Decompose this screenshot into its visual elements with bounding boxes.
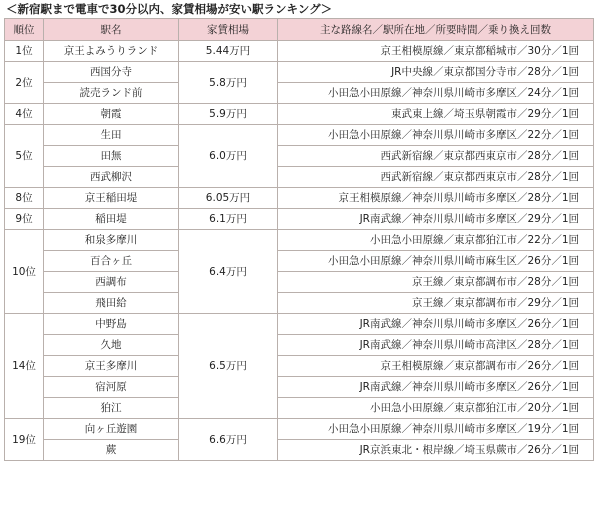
- rent-cell: 6.6万円: [179, 419, 278, 461]
- route-info-cell: JR南武線／神奈川県川崎市多摩区／26分／1回: [278, 314, 594, 335]
- station-name-cell: 久地: [44, 335, 179, 356]
- station-name-cell: 朝霞: [44, 104, 179, 125]
- station-name-cell: 狛江: [44, 398, 179, 419]
- rank-cell: 9位: [5, 209, 44, 230]
- station-name-cell: 蕨: [44, 440, 179, 461]
- route-info-cell: JR南武線／神奈川県川崎市高津区／28分／1回: [278, 335, 594, 356]
- route-info-cell: 小田急小田原線／神奈川県川崎市多摩区／22分／1回: [278, 125, 594, 146]
- page-title: ＜新宿駅まで電車で30分以内、家賃相場が安い駅ランキング＞: [6, 2, 333, 16]
- table-row: [5, 335, 594, 356]
- table-header-row: [5, 19, 594, 41]
- table-row: [5, 125, 594, 146]
- station-name-cell: 西国分寺: [44, 62, 179, 83]
- station-name-cell: 和泉多摩川: [44, 230, 179, 251]
- route-info-cell: JR京浜東北・根岸線／埼玉県蕨市／26分／1回: [278, 440, 594, 461]
- table-row: [5, 83, 594, 104]
- route-info-cell: JR中央線／東京都国分寺市／28分／1回: [278, 62, 594, 83]
- rent-cell: 6.4万円: [179, 230, 278, 314]
- table-row: [5, 356, 594, 377]
- table-body: [5, 41, 594, 461]
- station-name-cell: 生田: [44, 125, 179, 146]
- station-name-cell: 京王よみうりランド: [44, 41, 179, 62]
- station-name-cell: 中野島: [44, 314, 179, 335]
- rent-cell: 5.44万円: [179, 41, 278, 62]
- route-info-cell: 小田急小田原線／神奈川県川崎市多摩区／19分／1回: [278, 419, 594, 440]
- route-info-cell: 小田急小田原線／神奈川県川崎市多摩区／24分／1回: [278, 83, 594, 104]
- table-row: [5, 377, 594, 398]
- rank-cell: 19位: [5, 419, 44, 461]
- station-name-cell: 百合ヶ丘: [44, 251, 179, 272]
- rank-cell: 10位: [5, 230, 44, 314]
- route-info-cell: 西武新宿線／東京都西東京市／28分／1回: [278, 167, 594, 188]
- route-info-cell: 小田急小田原線／東京都狛江市／22分／1回: [278, 230, 594, 251]
- route-info-cell: 京王相模原線／東京都稲城市／30分／1回: [278, 41, 594, 62]
- station-name-cell: 向ヶ丘遊園: [44, 419, 179, 440]
- rank-cell: 5位: [5, 125, 44, 188]
- rent-cell: 5.9万円: [179, 104, 278, 125]
- station-name-cell: 西調布: [44, 272, 179, 293]
- route-info-cell: 京王相模原線／東京都調布市／26分／1回: [278, 356, 594, 377]
- station-name-cell: 飛田給: [44, 293, 179, 314]
- route-info-cell: JR南武線／神奈川県川崎市多摩区／26分／1回: [278, 377, 594, 398]
- table-row: [5, 188, 594, 209]
- header-info: 主な路線名／駅所在地／所要時間／乗り換え回数: [278, 19, 594, 41]
- route-info-cell: 小田急小田原線／東京都狛江市／20分／1回: [278, 398, 594, 419]
- header-rent: 家賃相場: [179, 19, 278, 41]
- route-info-cell: 西武新宿線／東京都西東京市／28分／1回: [278, 146, 594, 167]
- station-name-cell: 読売ランド前: [44, 83, 179, 104]
- rent-cell: 6.0万円: [179, 125, 278, 188]
- station-name-cell: 西武柳沢: [44, 167, 179, 188]
- route-info-cell: JR南武線／神奈川県川崎市多摩区／29分／1回: [278, 209, 594, 230]
- station-name-cell: 京王稲田堤: [44, 188, 179, 209]
- rank-cell: 4位: [5, 104, 44, 125]
- station-name-cell: 田無: [44, 146, 179, 167]
- station-name-cell: 稲田堤: [44, 209, 179, 230]
- table-row: [5, 272, 594, 293]
- table-row: [5, 167, 594, 188]
- rent-cell: 6.1万円: [179, 209, 278, 230]
- table-row: [5, 146, 594, 167]
- rank-cell: 1位: [5, 41, 44, 62]
- route-info-cell: 東武東上線／埼玉県朝霞市／29分／1回: [278, 104, 594, 125]
- table-row: [5, 209, 594, 230]
- table-row: [5, 104, 594, 125]
- route-info-cell: 京王線／東京都調布市／28分／1回: [278, 272, 594, 293]
- table-row: [5, 230, 594, 251]
- rent-cell: 6.5万円: [179, 314, 278, 419]
- rank-cell: 8位: [5, 188, 44, 209]
- rent-cell: 6.05万円: [179, 188, 278, 209]
- route-info-cell: 京王線／東京都調布市／29分／1回: [278, 293, 594, 314]
- route-info-cell: 京王相模原線／神奈川県川崎市多摩区／28分／1回: [278, 188, 594, 209]
- table-row: [5, 251, 594, 272]
- table-row: [5, 41, 594, 62]
- table-row: [5, 398, 594, 419]
- header-station: 駅名: [44, 19, 179, 41]
- table-row: [5, 62, 594, 83]
- route-info-cell: 小田急小田原線／神奈川県川崎市麻生区／26分／1回: [278, 251, 594, 272]
- header-rank: 順位: [5, 19, 44, 41]
- rank-cell: 2位: [5, 62, 44, 104]
- table-row: [5, 314, 594, 335]
- table-row: [5, 293, 594, 314]
- rank-cell: 14位: [5, 314, 44, 419]
- ranking-table: [4, 18, 594, 461]
- station-name-cell: 京王多摩川: [44, 356, 179, 377]
- station-name-cell: 宿河原: [44, 377, 179, 398]
- rent-cell: 5.8万円: [179, 62, 278, 104]
- table-row: [5, 419, 594, 440]
- table-row: [5, 440, 594, 461]
